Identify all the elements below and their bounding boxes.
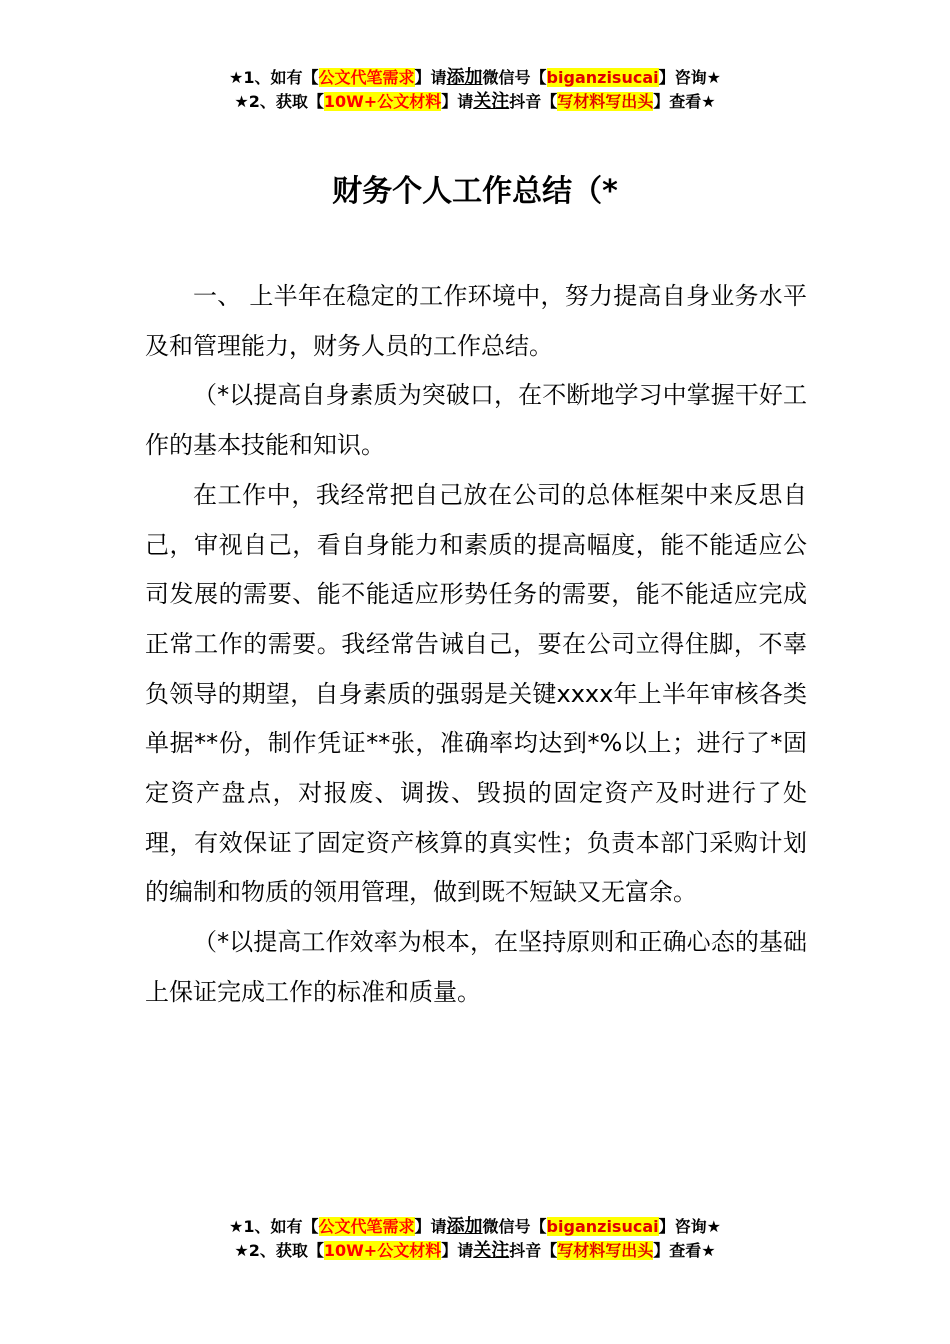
banner-text: ★2、获取【	[234, 1241, 324, 1260]
banner-text: 】请	[414, 68, 447, 87]
banner-emphasis-follow: 关注	[473, 91, 510, 112]
banner-highlight-service: 公文代笔需求	[318, 1217, 415, 1236]
banner-line-1	[0, 1215, 950, 1239]
footer-banner	[0, 1215, 950, 1263]
banner-text: 微信号【	[482, 68, 547, 87]
banner-text: ★2、获取【	[234, 92, 324, 111]
document-title: 财务个人工作总结（*	[332, 174, 618, 209]
banner-highlight-douyin: 写材料写出头	[557, 1241, 654, 1260]
document-body	[145, 272, 807, 1018]
banner-highlight-materials: 10W+公文材料	[323, 1241, 442, 1260]
banner-highlight-wechat-id: biganzisucai	[546, 1217, 659, 1236]
paragraph: （*以提高自身素质为突破口，在不断地学习中掌握干好工作的基本技能和知识。	[145, 381, 807, 460]
banner-text: 抖音【	[509, 1241, 558, 1260]
banner-text: 】请	[414, 1217, 447, 1236]
paragraph: （*以提高工作效率为根本，在坚持原则和正确心态的基础上保证完成工作的标准和质量。	[145, 928, 807, 1006]
banner-highlight-douyin: 写材料写出头	[557, 92, 654, 111]
banner-emphasis-follow: 关注	[473, 1240, 510, 1261]
banner-text: 】查看★	[653, 1241, 716, 1260]
banner-highlight-service: 公文代笔需求	[318, 68, 415, 87]
banner-text: 】请	[441, 92, 474, 111]
banner-highlight-materials: 10W+公文材料	[323, 92, 442, 111]
paragraph: 在工作中，我经常把自己放在公司的总体框架中来反思自己，审视自己，看自身能力和素质的提高幅度，能不能适应公司发展的需要、能不能适应形势任务的需要，能不能适应完成正常工作的需要。我经常告诫自己，要在公司立得住脚，不辜负领导的期望，自身素质的强弱是关键xxxx年上半年审核各类单据**份，制作凭证**张，准确率均达到*%以上；进行了*固定资产盘点，对报废、调拨、毁损的固定资产及时进行了处理，有效保证了固定资产核算的真实性；负责本部门采购计划的编制和物质的领用管理，做到既不短缺又无富余。	[145, 480, 807, 907]
banner-text: 】请	[441, 1241, 474, 1260]
banner-text: 微信号【	[482, 1217, 547, 1236]
banner-text: 】查看★	[653, 92, 716, 111]
banner-line-1	[0, 66, 950, 90]
banner-line-2	[0, 90, 950, 114]
header-banner	[0, 66, 950, 114]
paragraph: 一、 上半年在稳定的工作环境中，努力提高自身业务水平及和管理能力，财务人员的工作总结。	[145, 282, 807, 360]
banner-emphasis-add: 添加	[446, 1216, 483, 1237]
banner-text: 】咨询★	[658, 1217, 721, 1236]
banner-line-2	[0, 1239, 950, 1263]
banner-emphasis-add: 添加	[446, 67, 483, 88]
banner-text: 】咨询★	[658, 68, 721, 87]
banner-text: ★1、如有【	[229, 1217, 319, 1236]
banner-text: ★1、如有【	[229, 68, 319, 87]
banner-text: 抖音【	[509, 92, 558, 111]
banner-highlight-wechat-id: biganzisucai	[546, 68, 659, 87]
